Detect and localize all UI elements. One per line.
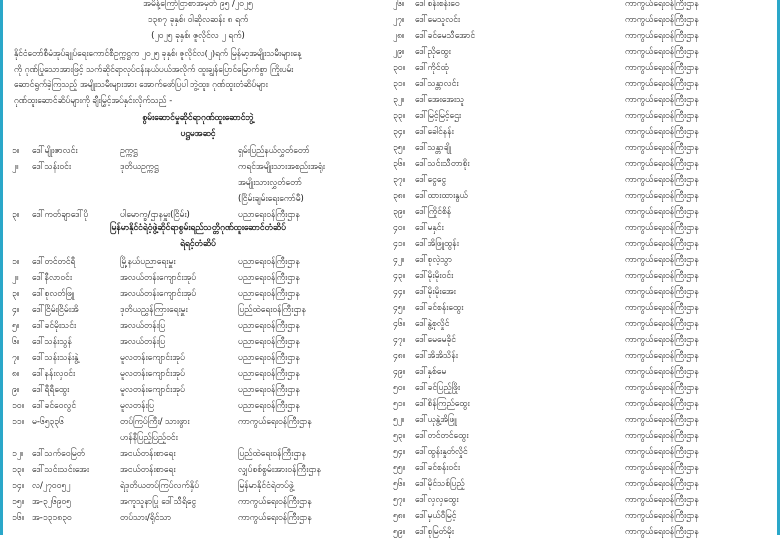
recipient-name: လ/၂၇၀၀၅၂: [32, 481, 71, 491]
recipient-name: ဒေါ်ခင်စန်းထွေး: [415, 303, 464, 313]
recipient-name: ဒေါ်မိုင်သစ်ပြည့်: [415, 479, 465, 489]
recipient-department: ရှမ်းပြည်နယ်လွှတ်တော်: [238, 146, 310, 156]
row-number: ၄၀။: [393, 223, 406, 233]
row-number: ၅၃။: [393, 431, 406, 441]
recipient-name: ဒေါ်အိအိသိန်း: [415, 351, 458, 361]
recipient-department: လျှပ်စစ်စွမ်းအားဝန်ကြီးဌာန: [238, 465, 321, 475]
recipient-department: ကာကွယ်ရေးဝန်ကြီးဌာန: [625, 223, 699, 233]
row-number: ၅၄။: [393, 447, 406, 457]
recipient-department: ပညာရေးဝန်ကြီးဌာန: [238, 210, 300, 220]
recipient-name: ဒေါ်ကြိုင်စိန်: [415, 207, 452, 217]
row-number: ၅၅။: [393, 463, 406, 473]
recipient-name: ဒေါ်မေမေခိုင်: [415, 335, 456, 345]
recipient-position: မူလတန်းကျောင်းအုပ်: [120, 369, 185, 379]
row-number: ၂။: [12, 162, 19, 172]
row-number: ၄၅။: [393, 303, 406, 313]
recipient-name: ဒေါ်ကတ်ချာဒေါ်ပို: [32, 210, 89, 220]
recipient-department: ကာကွယ်ရေးဝန်ကြီးဌာန: [625, 95, 699, 105]
recipient-name: ဒေါ်သင်းသင်းအေး: [32, 465, 89, 475]
recipient-name: ဒေါ်ငွေငွေ: [415, 175, 447, 185]
recipient-name: ဒေါ်သန်းသွန်: [32, 337, 72, 347]
recipient-department: ကာကွယ်ရေးဝန်ကြီးဌာန: [625, 303, 699, 313]
row-number: ၃၅။: [393, 143, 406, 153]
recipient-name: ဒေါ်မျိုးဇာလင်း: [32, 146, 78, 156]
recipient-name: ဒေါ်နန်းလှဝင်း: [32, 369, 76, 379]
recipient-name: ဒေါ်မိုးမိုးဝင်း: [415, 271, 454, 281]
recipient-department: ကာကွယ်ရေးဝန်ကြီးဌာန: [625, 15, 699, 25]
recipient-name: ဒေါ်စိန်ကြည်ထွေး: [415, 399, 470, 409]
recipient-name: ဒေါ်အေးအေးသူ: [415, 95, 465, 105]
row-number: ၅၀။: [393, 383, 406, 393]
gregorian-date: (၂၀၂၅ ခုနှစ်၊ ဇူလိုင်လ ၂ ရက်): [151, 31, 245, 41]
recipient-position: ပါမောက္ခ/ဌာနမှူး(ငြိမ်း): [120, 210, 190, 220]
row-number: ၃။: [12, 210, 20, 220]
recipient-name: ဒေါ်နှစ်မေ: [415, 367, 447, 377]
recipient-position: တပ်ကြပ်ကြီး/ သားဖွား: [120, 417, 190, 427]
recipient-name: ဒေါ်ခင်စန်းဝင်း: [415, 463, 461, 473]
recipient-name: ဒေါ်ထားထားနွယ်: [415, 191, 468, 201]
row-number: ၅၆။: [393, 479, 406, 489]
intro-line: ဆောင်ရွက်ခဲ့ကြသည့် အမျိုးသမီးများအား အောက်ဖော်ပြပါ ဘွဲ့ထူး၊ ဂုဏ်ထူးတံဆိပ်များ: [14, 79, 268, 89]
recipient-name: ဒေါ်ရီရီထွေး: [32, 385, 70, 395]
row-number: ၄၈။: [393, 351, 406, 361]
recipient-name: ဒေါ်ညိုထွေး: [415, 47, 451, 57]
award-class: ပဋ္ဌမအဆင့်: [180, 129, 216, 139]
recipient-department: ကာကွယ်ရေးဝန်ကြီးဌာန: [625, 511, 699, 521]
intro-line: ဂုဏ်ထူးဆောင်ဆိပ်များကို ချီးမြှင့်အပ်နှင်းလိုက်သည် -: [14, 94, 173, 105]
row-number: ၂။: [12, 273, 19, 283]
recipient-department: ကာကွယ်ရေးဝန်ကြီးဌာန: [625, 399, 699, 409]
recipient-position: ဒုတိယဥက္ကဋ္ဌ: [120, 162, 159, 172]
row-number: ၂၉။: [393, 47, 405, 57]
recipient-position: အကူသူနာပြု ဒေါ်သီရိငွေ: [120, 497, 197, 507]
intro-line: နိုင်ငံတော်စီမံအုပ်ချုပ်ရေးကောင်စီဥက္ကဋ္ဌက ၂၀၂၅ ခုနှစ်၊ ဇူလိုင်လ(၂)ရက် မြန်မာ့အမျိုးသမီးများနေ့: [14, 48, 302, 58]
row-number: ၁။: [12, 257, 20, 267]
recipient-department: ကာကွယ်ရေးဝန်ကြီးဌာန: [625, 239, 699, 249]
row-number: ၄၉။: [393, 367, 406, 377]
row-number: ၇။: [12, 353, 20, 363]
recipient-department: ကာကွယ်ရေးဝန်ကြီးဌာန: [625, 207, 699, 217]
recipient-department: ပညာရေးဝန်ကြီးဌာန: [238, 257, 300, 267]
recipient-department: ကာကွယ်ရေးဝန်ကြီးဌာန: [625, 495, 699, 505]
recipient-name: ဒေါ်မနှင်း: [415, 223, 444, 233]
row-number: ၁၀။: [12, 401, 25, 411]
recipient-name: ဒေါ်မိုးမိုးအေး: [415, 287, 456, 297]
row-number: ၄။: [12, 305, 20, 315]
recipient-department: ကာကွယ်ရေးဝန်ကြီးဌာန: [238, 417, 312, 427]
recipient-name: ဒေါ်တင်တင်ရီ: [32, 257, 76, 267]
recipient-position: မူလတန်းကျောင်းအုပ်: [120, 385, 185, 395]
recipient-department: ပညာရေးဝန်ကြီးဌာန: [238, 321, 300, 331]
recipient-position: ရဲဒုတိယတပ်ကြပ်လက်နှိပ်: [120, 481, 200, 491]
recipient-name: အ-၁၃၁၈၃၀: [32, 513, 72, 523]
recipient-department: ကာကွယ်ရေးဝန်ကြီးဌာန: [625, 0, 699, 9]
recipient-department: ပညာရေးဝန်ကြီးဌာန: [238, 385, 300, 395]
recipient-department: ကာကွယ်ရေးဝန်ကြီးဌာန: [625, 63, 699, 73]
row-number: ၁၄။: [12, 481, 25, 491]
recipient-name: ဒေါ်သန္တာလင်း: [415, 79, 459, 89]
recipient-department: ကာကွယ်ရေးဝန်ကြီးဌာန: [625, 431, 699, 441]
recipient-name: ဒေါ်လှလှထွေး: [415, 495, 459, 505]
recipient-name: ဒေါ်သန္တာချို: [415, 143, 452, 153]
row-number: ၅၂။: [393, 415, 405, 425]
recipient-name: ဒေါ်စုမြတ်မိုး: [415, 527, 454, 537]
recipient-name: ဒေါ်တင်တင်ထွေး: [415, 431, 469, 441]
recipient-position: ဒုတိယညွှန်ကြားရေးမှူး: [120, 305, 188, 315]
recipient-name: ဒေါ်နွဲ့စုလှိုင်: [415, 319, 450, 329]
recipient-position: မူလတန်းပြ: [120, 401, 154, 411]
recipient-position: မူလတန်းကျောင်းအုပ်: [120, 353, 185, 363]
recipient-name: ဒေါ်စုလဲ့သွာ: [415, 255, 453, 265]
award-title: စွမ်းဆောင်မှုဆိုင်ရာဂုဏ်ထူးဆောင်ဘွဲ့: [142, 113, 254, 123]
recipient-position: မြို့နယ်ပညာရေးမှူး: [120, 257, 176, 267]
recipient-department: ကာကွယ်ရေးဝန်ကြီးဌာန: [625, 287, 699, 297]
row-number: ၃၈။: [393, 191, 406, 201]
recipient-department: ကာကွယ်ရေးဝန်ကြီးဌာန: [625, 79, 699, 89]
row-number: ၃၂။: [393, 95, 405, 105]
row-number: ၁၃။: [12, 465, 25, 475]
recipient-department: ကာကွယ်ရေးဝန်ကြီးဌာန: [625, 351, 699, 361]
recipient-department: ကာကွယ်ရေးဝန်ကြီးဌာန: [625, 383, 699, 393]
recipient-name: ဒေါ်စုလတ်ဖြူ: [32, 289, 75, 299]
recipient-department: ပြည်ထဲရေးဝန်ကြီးဌာန: [238, 305, 307, 315]
row-number: ၁၁။: [12, 417, 25, 427]
medal-subtitle: ရဲရင့်တံဆိပ်: [180, 239, 216, 249]
recipient-department: ကာကွယ်ရေးဝန်ကြီးဌာန: [625, 271, 699, 281]
row-number: ၃၃။: [393, 111, 406, 121]
row-number: ၁၆။: [12, 513, 25, 523]
recipient-name: ဒေါ်ထွန်းနှုတ်လှိုင်: [415, 447, 468, 457]
row-number: ၃၀။: [393, 63, 406, 73]
recipient-position: ဟန်နီပြည့်ပြည့်ဝင်း: [120, 433, 178, 443]
recipient-name: ဒေါ်ခင်ဝေလွင်: [32, 401, 77, 411]
recipient-position: တပ်သား/ရိုင်သာ: [120, 513, 172, 523]
recipient-name: မ-၆၅၃၃၆: [32, 417, 64, 427]
recipient-department: ကာကွယ်ရေးဝန်ကြီးဌာန: [625, 319, 699, 329]
recipient-position: အလယ်တန်းပြ: [120, 321, 166, 331]
recipient-department: ကာကွယ်ရေးဝန်ကြီးဌာန: [625, 31, 699, 41]
recipient-position: အငယ်တန်းစာရေး: [120, 465, 176, 475]
recipient-department: ပြည်ထဲရေးဝန်ကြီးဌာန: [238, 449, 307, 459]
row-number: ၆။: [12, 337, 20, 347]
recipient-name: ဒေါ်စန်းစန်းဝေ: [415, 0, 460, 9]
recipient-department: ကာကွယ်ရေးဝန်ကြီးဌာန: [625, 111, 699, 121]
row-number: ၅၁။: [393, 399, 406, 409]
recipient-name: ဒေါ်သင်းသီတာစိုး: [415, 159, 470, 169]
row-number: ၁၅။: [12, 497, 25, 507]
recipient-name: ဒေါ်ခေါင်နန်း: [415, 127, 454, 137]
recipient-name: ဒေါ်ကိုင်ထုံ: [415, 63, 449, 73]
recipient-department: ကာကွယ်ရေးဝန်ကြီးဌာန: [238, 513, 312, 523]
recipient-department: အမျိုးသားလွှတ်တော်: [238, 178, 302, 188]
row-number: ၂၆။: [393, 0, 405, 9]
recipient-department: ကာကွယ်ရေးဝန်ကြီးဌာန: [625, 255, 699, 265]
recipient-department: ကာကွယ်ရေးဝန်ကြီးဌာန: [238, 497, 312, 507]
recipient-name: ဒေါ်နီလာဝင်း: [32, 273, 73, 283]
recipient-name: ဒေါ်ခင်မိုးသင်း: [32, 321, 77, 331]
row-number: ၄၇။: [393, 335, 406, 345]
recipient-name: ဒေါ်သန်းဝင်း: [32, 162, 71, 172]
recipient-department: ကာကွယ်ရေးဝန်ကြီးဌာန: [625, 191, 699, 201]
lunar-date: ၁၃၈၇ ခုနှစ်၊ ဝါဆိုလဆန်း ၈ ရက်: [147, 15, 249, 25]
row-number: ၈။: [12, 369, 20, 379]
recipient-name: ဒေါ်မေသူလင်း: [415, 15, 461, 25]
recipient-department: ကရင်အမျိုးသားအစည်းအရုံး: [238, 162, 325, 172]
row-number: ၉။: [12, 385, 20, 395]
recipient-department: ကာကွယ်ရေးဝန်ကြီးဌာန: [625, 47, 699, 57]
recipient-department: ကာကွယ်ရေးဝန်ကြီးဌာန: [625, 367, 699, 377]
row-number: ၁၂။: [12, 449, 24, 459]
recipient-department: ပညာရေးဝန်ကြီးဌာန: [238, 289, 300, 299]
row-number: ၃၄။: [393, 127, 406, 137]
row-number: ၅။: [12, 321, 20, 331]
recipient-position: ဥက္ကဋ္ဌ: [120, 146, 138, 156]
recipient-name: ဒေါ်ခင်ပြည့်ဖြိုး: [415, 383, 460, 393]
recipient-department: ကာကွယ်ရေးဝန်ကြီးဌာန: [625, 127, 699, 137]
intro-line: ကို ဂုဏ်ပြုသောအားဖြင့် သက်ဆိုင်ရာလုပ်ငန်းနယ်ပယ်အလိုက် ထူးချွန်ပြောင်မြောက်စွာ ကြိုးပမ်း: [14, 63, 294, 74]
recipient-position: အငယ်တန်းစာရေး: [120, 449, 176, 459]
recipient-name: ဒေါ်သန်းသန်းနွဲ့: [32, 353, 79, 363]
recipient-name: ဒေါ်မြင့်မြင့်ဌေး: [415, 111, 462, 121]
row-number: ၅၈။: [393, 511, 406, 521]
row-number: ၃၉။: [393, 207, 406, 217]
row-number: ၂၈။: [393, 31, 405, 41]
recipient-name: ဒေါ်သက်ဝေမြတ်: [32, 449, 86, 459]
row-number: ၂၇။: [393, 15, 405, 25]
recipient-department: ကာကွယ်ရေးဝန်ကြီးဌာန: [625, 143, 699, 153]
intro-paragraph: [14, 46, 389, 108]
recipient-department: ကာကွယ်ရေးဝန်ကြီးဌာန: [625, 159, 699, 169]
recipient-name: ဒေါ်မှယ်ဝီမြင့်: [415, 511, 457, 521]
recipient-department: ကာကွယ်ရေးဝန်ကြီးဌာန: [625, 463, 699, 473]
row-number: ၃၇။: [393, 175, 406, 185]
row-number: ၁။: [12, 146, 20, 156]
recipient-name: ဒေါ်ယုနွဲ့အိဖြူ: [415, 415, 457, 425]
medal-title: မြန်မာနိုင်ငံရဲဝံ့ဖွဲ့ဆိုင်ရာစွမ်းရည်သတ္တိဂုဏ်ထူးဆောင်တံဆိပ်: [110, 223, 286, 233]
order-number: အမိန့်ကြော်ငြာစာအမှတ် ၉၅ /၂၀၂၅: [143, 0, 253, 9]
recipient-department: ကာကွယ်ရေးဝန်ကြီးဌာန: [625, 335, 699, 345]
row-number: ၄၃။: [393, 271, 406, 281]
row-number: ၄၂။: [393, 255, 405, 265]
recipient-department: ပညာရေးဝန်ကြီးဌာန: [238, 401, 300, 411]
row-number: ၄၆။: [393, 319, 406, 329]
recipient-name: ဒေါ်အိဖြူထွန်း: [415, 239, 459, 249]
row-number: ၅၇။: [393, 495, 406, 505]
recipient-name: အ-၃၂၆၉၀၅: [32, 497, 71, 507]
recipient-department: ပညာရေးဝန်ကြီးဌာန: [238, 353, 300, 363]
recipient-department: ပညာရေးဝန်ကြီးဌာန: [238, 273, 300, 283]
recipient-department: ကာကွယ်ရေးဝန်ကြီးဌာန: [625, 415, 699, 425]
recipient-position: အလယ်တန်းကျောင်းအုပ်: [120, 289, 197, 299]
recipient-department: ပညာရေးဝန်ကြီးဌာန: [238, 369, 300, 379]
recipient-name: ဒေါ်ငြိမ်းငြိမ်းအိ: [32, 305, 79, 315]
recipient-department: ပညာရေးဝန်ကြီးဌာန: [238, 337, 300, 347]
recipient-department: ကာကွယ်ရေးဝန်ကြီးဌာန: [625, 175, 699, 185]
row-number: ၅၉။: [393, 527, 406, 537]
recipient-department: ကာကွယ်ရေးဝန်ကြီးဌာန: [625, 479, 699, 489]
row-number: ၄၄။: [393, 287, 406, 297]
recipient-name: ဒေါ်ခင်မေသီအောင်: [415, 31, 476, 41]
recipient-position: အလယ်တန်းပြ: [120, 337, 166, 347]
recipient-department: မြန်မာနိုင်ငံရဲတပ်ဖွဲ့: [238, 481, 294, 491]
row-number: ၄၁။: [393, 239, 406, 249]
recipient-department: ကာကွယ်ရေးဝန်ကြီးဌာန: [625, 527, 699, 537]
row-number: ၃၁။: [393, 79, 406, 89]
row-number: ၃။: [12, 289, 20, 299]
row-number: ၃၆။: [393, 159, 406, 169]
recipient-department: ကာကွယ်ရေးဝန်ကြီးဌာန: [625, 447, 699, 457]
recipient-position: အလယ်တန်းကျောင်းအုပ်: [120, 273, 197, 283]
recipient-department: (ငြိမ်းချမ်းရေးကော်မီ): [238, 194, 304, 204]
